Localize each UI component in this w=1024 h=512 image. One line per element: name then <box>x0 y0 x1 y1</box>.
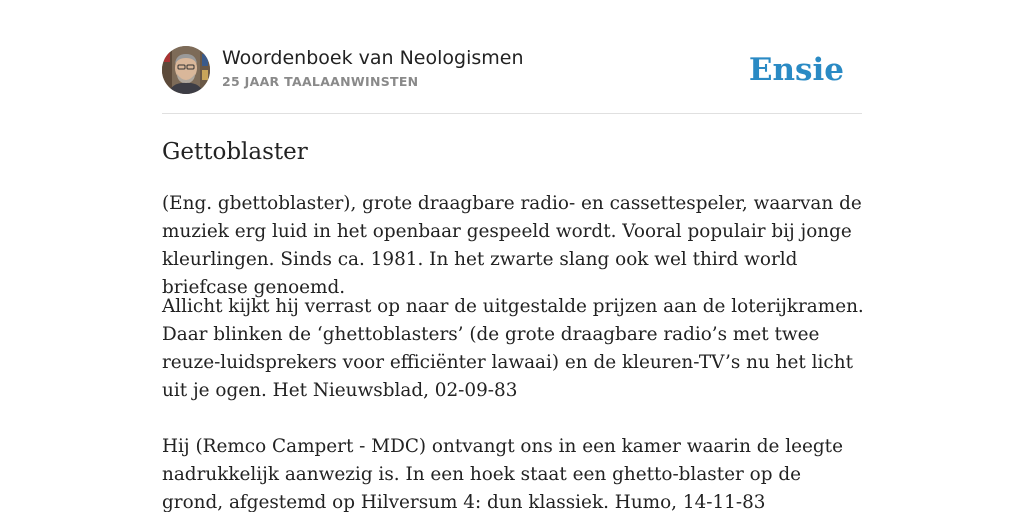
header <box>162 46 862 114</box>
source-subtitle: 25 JAAR TAALAANWINSTEN <box>222 74 419 89</box>
author-portrait-image <box>162 46 210 94</box>
entry-definition: (Eng. gbettoblaster), grote draagbare radio- en cassettespeler, waarvan de muziek erg luid in het openbaar gespeeld wordt. Vooral populair bij jonge kleurlingen. Sinds ca. 1981. In het zwarte slang ook wel third world briefcase genoemd. <box>162 193 862 298</box>
entry-quote: Allicht kijkt hij verrast op naar de uitgestalde prijzen aan de loterijkramen. Daar blinken de ‘ghettoblasters’ (de grote draagbare radio’s met twee reuze-luidsprekers voor efficiënter lawaai) en de kleuren-TV’s nu het licht uit je ogen. Het Nieuwsblad, 02-09-83 <box>162 296 864 401</box>
source-name[interactable]: Woordenboek van Neologismen <box>222 47 524 69</box>
avatar[interactable] <box>162 46 210 94</box>
entry-title: Gettoblaster <box>162 139 308 165</box>
entry-container <box>162 46 864 512</box>
brand-logo[interactable]: Ensie <box>748 52 844 88</box>
entry-quote: Hij (Remco Campert - MDC) ontvangt ons in een kamer waarin de leegte nadrukkelijk aanwezig is. In een hoek staat een ghetto-blaster op de grond, afgestemd op Hilversum 4: dun klassiek. Humo, 14-11-83 <box>162 436 843 512</box>
